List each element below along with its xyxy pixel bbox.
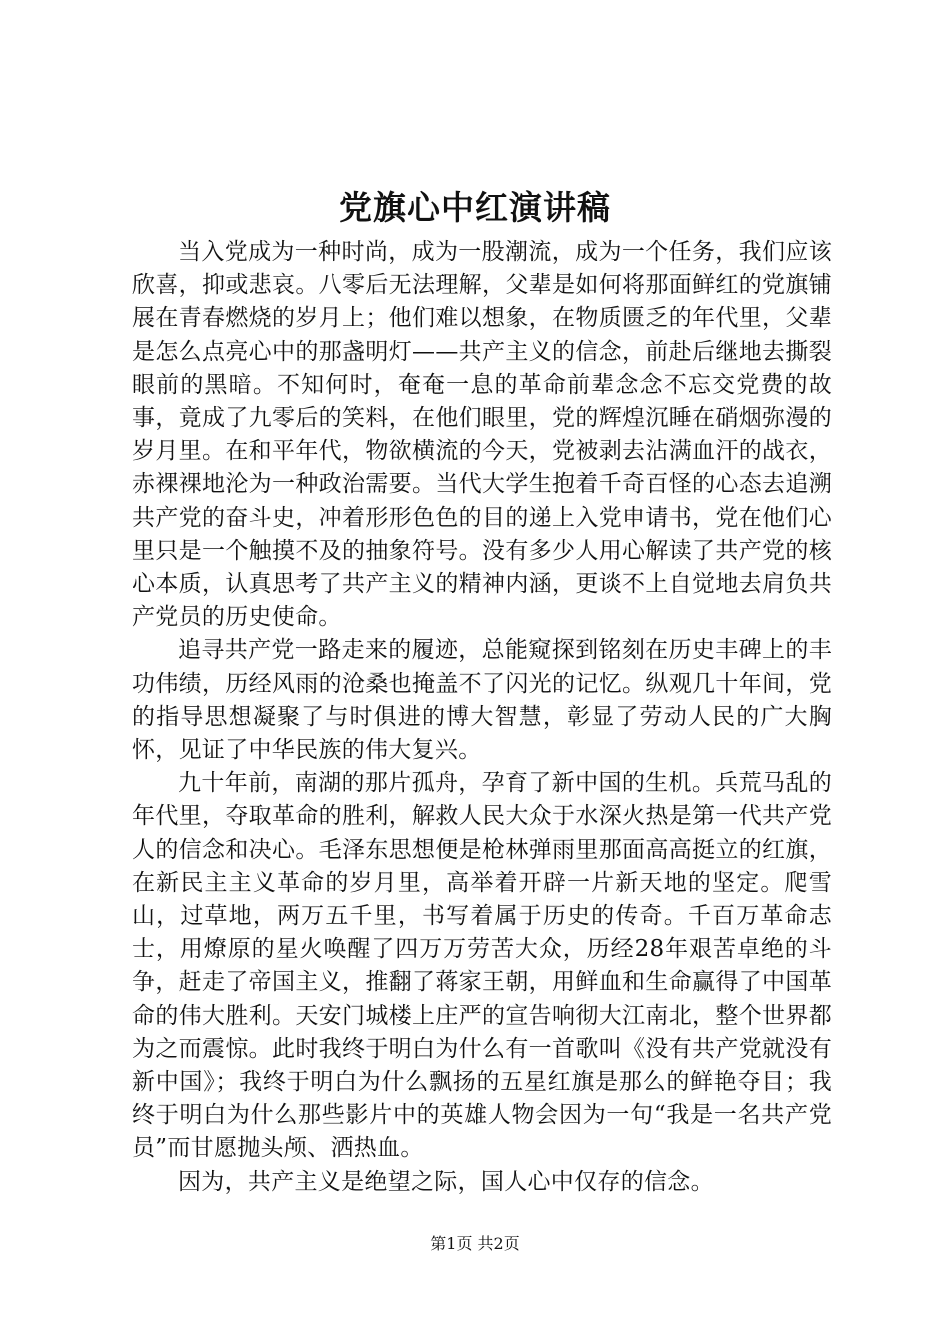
paragraph: 因为，共产主义是绝望之际，国人心中仅存的信念。 — [178, 1168, 714, 1195]
paragraph: 当入党成为一种时尚，成为一股潮流，成为一个任务，我们应该欣喜，抑或悲哀。八零后无法理解，父辈是如何将那面鲜红的党旗铺展在青春燃烧的岁月上；他们难以想象，在物质匮乏的年代里，父辈是怎么点亮心中的那盏明灯——共产主义的信念，前赴后继地去撕裂眼前的黑暗。不知何时，奄奄一息的革命前辈念念不忘交党费的故事，竟成了九零后的笑料，在他们眼里，党的辉煌沉睡在硝烟弥漫的岁月里。在和平年代，物欲横流的今天，党被剥去沾满血汗的战衣，赤裸裸地沦为一种政治需要。当代大学生抱着千奇百怪的心态去追溯共产党的奋斗史，冲着形形色色的目的递上入党申请书，党在他们心里只是一个触摸不及的抽象符号。没有多少人用心解读了共产党的核心本质，认真思考了共产主义的精神内涵，更谈不上自觉地去肩负共产党员的历史使命。 — [132, 239, 832, 631]
page-number-footer: 第1页 共2页 — [430, 1234, 520, 1253]
document-title: 党旗心中红演讲稿 — [339, 188, 611, 227]
paragraph: 九十年前，南湖的那片孤舟，孕育了新中国的生机。兵荒马乱的年代里，夺取革命的胜利，解救人民大众于水深火热是第一代共产党人的信念和决心。毛泽东思想便是枪林弹雨里那面高高挺立的红旗，在新民主主义革命的岁月里，高举着开辟一片新天地的坚定。爬雪山，过草地，两万五千里，书写着属于历史的传奇。千百万革命志士，用燎原的星火唤醒了四万万劳苦大众，历经28年艰苦卓绝的斗争，赶走了帝国主义，推翻了蒋家王朝，用鲜血和生命赢得了中国革命的伟大胜利。天安门城楼上庄严的宣告响彻大江南北，整个世界都为之而震惊。此时我终于明白为什么有一首歌叫《没有共产党就没有新中国》；我终于明白为什么飘扬的五星红旗是那么的鲜艳夺目；我终于明白为什么那些影片中的英雄人物会因为一句“我是一名共产党员”而甘愿抛头颅、洒热血。 — [132, 770, 832, 1162]
document-body — [132, 236, 832, 1199]
paragraph: 追寻共产党一路走来的履迹，总能窥探到铭刻在历史丰碑上的丰功伟绩，历经风雨的沧桑也掩盖不了闪光的记忆。纵观几十年间，党的指导思想凝聚了与时俱进的博大智慧，彰显了劳动人民的广大胸怀，见证了中华民族的伟大复兴。 — [132, 637, 832, 764]
